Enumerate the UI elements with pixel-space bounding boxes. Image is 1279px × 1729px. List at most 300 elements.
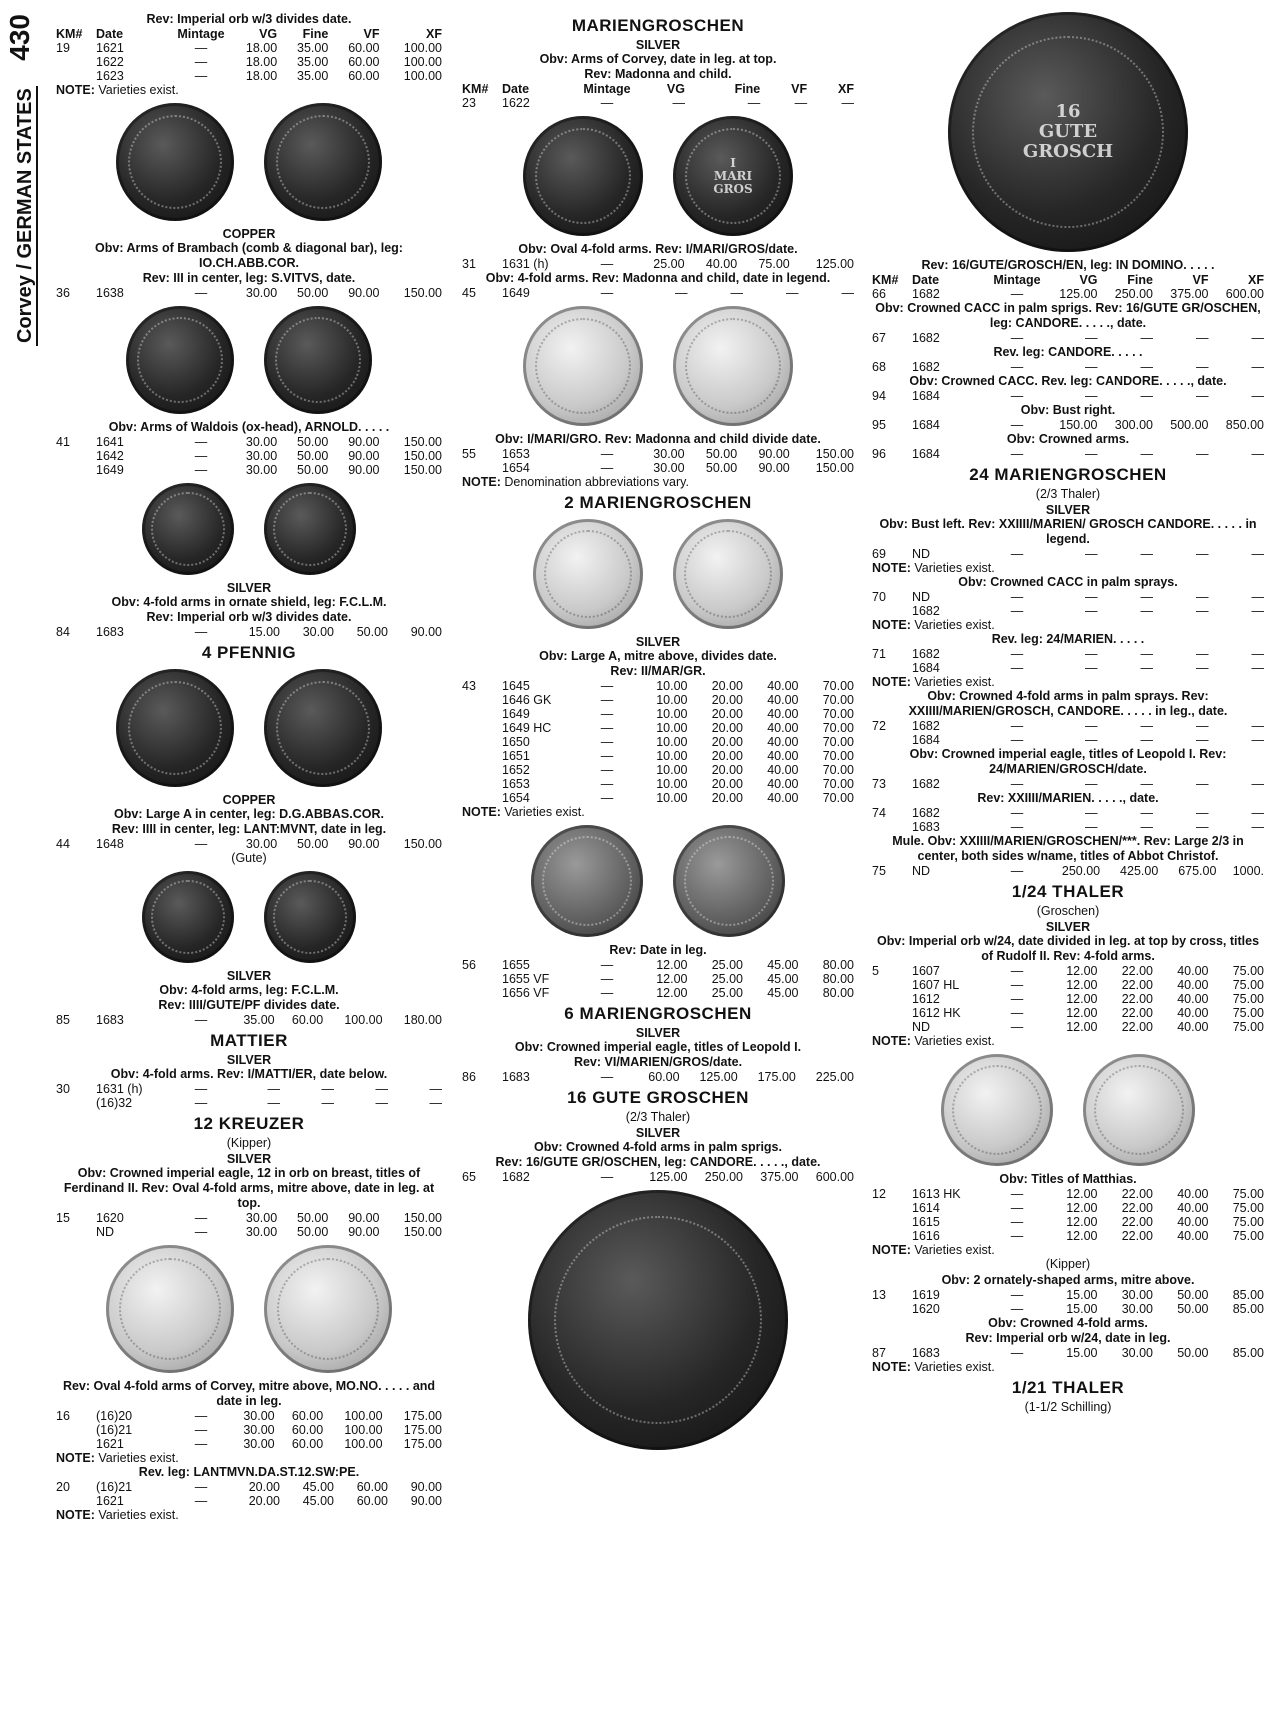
mintage: — — [1010, 964, 1024, 978]
metal-heading: SILVER — [635, 1026, 681, 1040]
fine-price: 50.00 — [297, 449, 329, 463]
vf-price: — — [1196, 719, 1209, 733]
km-number — [56, 449, 96, 463]
xf-price: 90.00 — [410, 625, 442, 639]
xf-price: 70.00 — [822, 693, 854, 707]
mintage: — — [600, 461, 614, 475]
date: 1653 — [502, 447, 530, 461]
coin-pair — [56, 871, 442, 963]
vg-price: 30.00 — [245, 1225, 278, 1239]
listing-obv: Obv: Titles of Matthias. — [999, 1172, 1137, 1186]
price-table — [872, 806, 1264, 834]
km-number — [872, 978, 912, 992]
km-number: 41 — [56, 435, 70, 449]
fine-price: — — [1140, 806, 1153, 820]
mintage: — — [1010, 1302, 1024, 1316]
mintage: — — [1010, 733, 1024, 747]
metal-heading: SILVER — [1045, 920, 1091, 934]
fine-price: — — [1140, 604, 1153, 618]
date: 1612 HK — [912, 1006, 961, 1020]
coin-reverse-image — [673, 825, 785, 937]
col-xf: XF — [838, 82, 854, 96]
fine-price: 50.00 — [705, 461, 738, 475]
date: ND — [912, 1020, 931, 1034]
listing-obv: Obv: I/MARI/GRO. Rev: Madonna and child divide date. — [495, 432, 821, 446]
col-vg: VG — [666, 82, 685, 96]
xf-price: 150.00 — [403, 837, 442, 851]
col-vg: VG — [259, 27, 278, 41]
fine-price: 30.00 — [1121, 1288, 1153, 1302]
vf-price: 40.00 — [1177, 992, 1209, 1006]
vf-price: 40.00 — [767, 735, 799, 749]
price-table — [462, 958, 854, 1000]
date: 1631 (h) — [96, 1082, 143, 1096]
date: 1615 — [912, 1215, 940, 1229]
vg-price: 150.00 — [1059, 418, 1098, 432]
vf-price: — — [1196, 806, 1209, 820]
metal-heading: SILVER — [1045, 503, 1091, 517]
mintage: — — [194, 449, 208, 463]
km-number — [56, 1423, 96, 1437]
table-row — [872, 287, 1264, 301]
date: 1682 — [912, 287, 940, 301]
table-row — [872, 647, 1264, 661]
vg-price: 12.00 — [1066, 1215, 1098, 1229]
xf-price: 150.00 — [815, 447, 854, 461]
fine-price: 250.00 — [704, 1170, 743, 1184]
date: 1649 — [96, 463, 124, 477]
coin-pair — [56, 483, 442, 575]
price-table — [872, 1346, 1264, 1360]
price-table — [872, 1187, 1264, 1243]
km-number — [462, 693, 502, 707]
km-number: 69 — [872, 547, 886, 561]
fine-price: 40.00 — [705, 257, 738, 271]
vg-price: 12.00 — [1066, 1187, 1098, 1201]
listing-rev: Rev. leg: LANTMVN.DA.ST.12.SW:PE. — [138, 1465, 360, 1479]
vg-price: — — [267, 1096, 280, 1110]
mintage: — — [194, 463, 208, 477]
km-number — [56, 55, 96, 69]
fine-price: 50.00 — [297, 837, 329, 851]
xf-price: 75.00 — [1232, 1187, 1264, 1201]
price-table — [462, 679, 854, 805]
mintage: — — [600, 679, 614, 693]
fine-price: 20.00 — [711, 735, 743, 749]
coin-reverse-image — [264, 669, 382, 787]
fine-price: 35.00 — [297, 69, 329, 83]
date: 1656 VF — [502, 986, 550, 1000]
listing-rev: Rev. leg: CANDORE. . . . . — [993, 345, 1143, 359]
date: 1650 — [502, 735, 530, 749]
coin-obverse-image — [126, 306, 234, 414]
table-row — [462, 1170, 854, 1184]
km-number — [462, 721, 502, 735]
km-number — [56, 1437, 96, 1451]
vf-price: 60.00 — [348, 69, 380, 83]
column-1 — [56, 12, 442, 1522]
fine-price: — — [321, 1096, 334, 1110]
xf-price: 80.00 — [822, 958, 854, 972]
coin-pair — [56, 669, 442, 787]
price-table — [872, 389, 1264, 403]
fine-price: 22.00 — [1121, 1006, 1153, 1020]
fine-price: 60.00 — [291, 1013, 324, 1027]
date: 1682 — [912, 331, 940, 345]
km-number — [462, 749, 502, 763]
mintage: — — [1010, 447, 1024, 461]
table-header — [462, 82, 854, 96]
fine-price: 35.00 — [297, 41, 329, 55]
vf-price: — — [1196, 389, 1209, 403]
denomination-heading: 2 MARIENGROSCHEN — [564, 493, 752, 512]
table-row — [462, 735, 854, 749]
km-number — [872, 1201, 912, 1215]
vg-price: 30.00 — [243, 1423, 275, 1437]
km-number — [872, 733, 912, 747]
vf-price: 100.00 — [344, 1409, 383, 1423]
km-number — [56, 463, 96, 477]
date: (16)21 — [96, 1423, 133, 1437]
vg-price: — — [672, 96, 685, 110]
xf-price: — — [1251, 820, 1264, 834]
mintage: — — [600, 1070, 614, 1084]
km-number: 43 — [462, 679, 476, 693]
date: 1682 — [912, 360, 940, 374]
xf-price: — — [1251, 661, 1264, 675]
km-number: 20 — [56, 1480, 70, 1494]
xf-price: — — [429, 1096, 442, 1110]
listing-obv: Obv: Crowned 4-fold arms in palm sprays. Rev: XXIIII/MARIEN/GROSCH, CANDORE. . . . . in leg., date. — [908, 689, 1228, 718]
km-number — [872, 1006, 912, 1020]
column-3 — [872, 12, 1264, 1416]
date: ND — [96, 1225, 115, 1239]
vg-price: 25.00 — [653, 257, 685, 271]
mintage: — — [600, 777, 614, 791]
coin-pair — [462, 306, 854, 426]
xf-price: 75.00 — [1232, 964, 1264, 978]
note: NOTE: Varieties exist. — [872, 1034, 995, 1048]
mintage: — — [194, 41, 208, 55]
xf-price: 75.00 — [1232, 1020, 1264, 1034]
mintage: — — [1010, 1020, 1024, 1034]
table-row — [872, 360, 1264, 374]
mintage: — — [600, 286, 614, 300]
vg-price: 15.00 — [1066, 1288, 1098, 1302]
note: NOTE: Varieties exist. — [872, 618, 995, 632]
table-row — [462, 986, 854, 1000]
table-row — [56, 55, 442, 69]
xf-price: — — [1251, 647, 1264, 661]
table-row — [872, 733, 1264, 747]
mintage: — — [194, 1225, 208, 1239]
price-table — [872, 418, 1264, 432]
fine-price: 250.00 — [1114, 287, 1153, 301]
fine-price: 20.00 — [711, 679, 743, 693]
table-row — [56, 1225, 442, 1239]
mintage: — — [1010, 418, 1024, 432]
table-row — [462, 721, 854, 735]
price-table — [462, 1070, 854, 1084]
vg-price: 30.00 — [653, 461, 685, 475]
denomination-heading: 12 KREUZER — [193, 1114, 305, 1133]
date: 1652 — [502, 763, 530, 777]
table-row — [872, 992, 1264, 1006]
km-number: 95 — [872, 418, 886, 432]
mintage: — — [1010, 820, 1024, 834]
table-row — [56, 1409, 442, 1423]
col-fine: Fine — [1127, 273, 1153, 287]
coin-reverse-image — [264, 483, 356, 575]
mintage: — — [194, 69, 208, 83]
table-row — [462, 1070, 854, 1084]
mintage: — — [194, 837, 208, 851]
mintage: — — [600, 707, 614, 721]
listing-rev: Rev. leg: 24/MARIEN. . . . . — [991, 632, 1145, 646]
xf-price: 850.00 — [1225, 418, 1264, 432]
coin-obverse-image — [116, 103, 234, 221]
fine-price: — — [1140, 719, 1153, 733]
table-row — [872, 1215, 1264, 1229]
listing-obv: Mule. Obv: XXIIII/MARIEN/GROSCHEN/***. Rev: Large 2/3 in center, both sides w/name, titles of Abbot Christof. — [892, 834, 1244, 863]
date: 1631 (h) — [502, 257, 549, 271]
vf-price: 40.00 — [1177, 1006, 1209, 1020]
xf-price: 150.00 — [403, 463, 442, 477]
km-number — [872, 992, 912, 1006]
xf-price: — — [1251, 389, 1264, 403]
price-table — [56, 435, 442, 477]
fine-price: 35.00 — [297, 55, 329, 69]
coin-pair — [56, 1245, 442, 1373]
vf-price: 40.00 — [767, 707, 799, 721]
date: 1684 — [912, 661, 940, 675]
mintage: — — [194, 1437, 208, 1451]
coin-reverse-image — [673, 116, 793, 236]
table-row — [872, 1020, 1264, 1034]
table-row — [56, 1437, 442, 1451]
km-number — [462, 972, 502, 986]
km-number — [872, 1229, 912, 1243]
coin-reverse-image — [673, 519, 783, 629]
date: 1683 — [912, 1346, 940, 1360]
date: 1622 — [96, 55, 124, 69]
coin-obverse-image — [523, 116, 643, 236]
km-number — [56, 1225, 96, 1239]
vf-price: 40.00 — [1177, 1187, 1209, 1201]
table-row — [56, 435, 442, 449]
fine-price: 22.00 — [1121, 978, 1153, 992]
date: 1682 — [912, 719, 940, 733]
denomination-heading: 1/24 THALER — [1011, 882, 1125, 901]
vf-price: 90.00 — [348, 449, 380, 463]
date: 1653 — [502, 777, 530, 791]
vg-price: 12.00 — [1066, 992, 1098, 1006]
mintage: — — [1010, 647, 1024, 661]
mintage: — — [194, 1494, 208, 1508]
vg-price: — — [1085, 547, 1098, 561]
vg-price: 125.00 — [1059, 287, 1098, 301]
sub-denomination: (1-1/2 Schilling) — [1024, 1400, 1112, 1414]
table-row — [56, 1082, 442, 1096]
date: 1621 — [96, 41, 124, 55]
price-table — [872, 360, 1264, 374]
coin-image — [948, 12, 1188, 252]
fine-price: — — [1140, 777, 1153, 791]
km-number: 86 — [462, 1070, 476, 1084]
table-row — [872, 1201, 1264, 1215]
price-table — [872, 590, 1264, 618]
vf-price: 40.00 — [1177, 1201, 1209, 1215]
table-row — [872, 777, 1264, 791]
mintage: — — [1010, 978, 1024, 992]
vf-price: 40.00 — [1177, 1215, 1209, 1229]
vg-price: 10.00 — [656, 791, 688, 805]
coin-obverse-image — [142, 483, 234, 575]
vf-price: — — [1196, 331, 1209, 345]
table-row — [872, 820, 1264, 834]
vf-price: 40.00 — [767, 749, 799, 763]
date: 1683 — [96, 1013, 124, 1027]
date: 1620 — [96, 1211, 124, 1225]
col-date: Date — [912, 273, 940, 287]
vg-price: 30.00 — [245, 1211, 278, 1225]
vf-price: 40.00 — [767, 721, 799, 735]
vg-price: 60.00 — [648, 1070, 680, 1084]
date: 1655 VF — [502, 972, 550, 986]
vf-price: 40.00 — [767, 763, 799, 777]
vg-price: 30.00 — [653, 447, 685, 461]
col-mintage: Mintage — [993, 273, 1041, 287]
xf-price: 150.00 — [403, 1225, 442, 1239]
price-table — [56, 1013, 442, 1027]
vf-price: — — [1196, 604, 1209, 618]
listing-rev: Rev: Date in leg. — [609, 943, 707, 957]
vf-price: 60.00 — [348, 55, 380, 69]
col-vg: VG — [1079, 273, 1098, 287]
xf-price: 90.00 — [410, 1494, 442, 1508]
date: 1651 — [502, 749, 530, 763]
xf-price: 70.00 — [822, 749, 854, 763]
coin-obverse-image — [941, 1054, 1053, 1166]
xf-price: 85.00 — [1232, 1302, 1264, 1316]
note: NOTE: Varieties exist. — [462, 805, 585, 819]
metal-heading: SILVER — [226, 1152, 272, 1166]
fine-price: — — [1140, 733, 1153, 747]
fine-price: — — [1140, 661, 1153, 675]
fine-price: 60.00 — [291, 1423, 324, 1437]
km-number: 19 — [56, 41, 70, 55]
table-row — [462, 447, 854, 461]
xf-price: 75.00 — [1232, 992, 1264, 1006]
fine-price: 20.00 — [711, 791, 743, 805]
metal-heading: SILVER — [635, 1126, 681, 1140]
vf-price: 40.00 — [1177, 978, 1209, 992]
xf-price: 80.00 — [822, 986, 854, 1000]
km-number — [56, 69, 96, 83]
km-number: 68 — [872, 360, 886, 374]
vf-price: 40.00 — [767, 791, 799, 805]
xf-price: 150.00 — [403, 286, 442, 300]
listing-rev: Rev: II/MAR/GR. — [610, 664, 706, 678]
xf-price: 600.00 — [815, 1170, 854, 1184]
listing-rev: Rev: 16/GUTE/GROSCH/EN, leg: IN DOMINO. . . . . — [921, 258, 1215, 272]
price-table — [872, 1288, 1264, 1316]
table-header — [56, 27, 442, 41]
mintage: — — [1010, 590, 1024, 604]
xf-price: 100.00 — [403, 41, 442, 55]
fine-price: — — [1140, 447, 1153, 461]
running-header — [0, 0, 56, 350]
xf-price: 90.00 — [410, 1480, 442, 1494]
table-row — [872, 719, 1264, 733]
vg-price: 12.00 — [1066, 1229, 1098, 1243]
col-xf: XF — [426, 27, 442, 41]
coin-reverse-image — [673, 306, 793, 426]
vg-price: 12.00 — [1066, 978, 1098, 992]
xf-price: 175.00 — [403, 1409, 442, 1423]
denomination-heading: 6 MARIENGROSCHEN — [564, 1004, 752, 1023]
fine-price: 25.00 — [711, 958, 743, 972]
fine-price: — — [1140, 590, 1153, 604]
vg-price: — — [1085, 820, 1098, 834]
vg-price: 30.00 — [245, 435, 278, 449]
fine-price: 60.00 — [291, 1409, 324, 1423]
xf-price: 100.00 — [403, 55, 442, 69]
table-row — [56, 1096, 442, 1110]
mintage: — — [194, 435, 208, 449]
fine-price: 25.00 — [711, 986, 743, 1000]
vf-price: 50.00 — [1177, 1302, 1209, 1316]
km-number: 30 — [56, 1082, 70, 1096]
mintage: — — [1010, 1201, 1024, 1215]
denomination-heading: 16 GUTE GROSCHEN — [567, 1088, 749, 1107]
fine-price: — — [1140, 360, 1153, 374]
date: ND — [912, 547, 931, 561]
vf-price: 40.00 — [1177, 1229, 1209, 1243]
listing-obv: Obv: Arms of Waldois (ox-head), ARNOLD. . . . . — [108, 420, 390, 434]
vf-price: 90.00 — [348, 1211, 380, 1225]
table-row — [872, 447, 1264, 461]
xf-price: — — [1251, 777, 1264, 791]
table-row — [56, 1480, 442, 1494]
date: 1649 — [502, 286, 530, 300]
table-row — [872, 604, 1264, 618]
fine-price: 425.00 — [1120, 864, 1159, 878]
table-row — [56, 69, 442, 83]
coin-reverse-image — [264, 1245, 392, 1373]
denomination-heading: MATTIER — [210, 1031, 288, 1050]
mintage: — — [194, 1480, 208, 1494]
table-row — [462, 679, 854, 693]
coin-single — [872, 12, 1264, 252]
denomination-heading: MARIENGROSCHEN — [571, 16, 745, 35]
vf-price: 40.00 — [1177, 964, 1209, 978]
date: 1612 — [912, 992, 940, 1006]
km-number — [56, 1494, 96, 1508]
price-table — [872, 547, 1264, 561]
date: (16)32 — [96, 1096, 133, 1110]
fine-price: 30.00 — [302, 625, 334, 639]
table-row — [462, 972, 854, 986]
vg-price: 30.00 — [243, 1409, 275, 1423]
mintage: — — [194, 55, 208, 69]
coin-reverse-image — [264, 306, 372, 414]
listing-rev: Rev: Imperial orb w/24, date in leg. — [965, 1331, 1171, 1345]
km-number: 74 — [872, 806, 886, 820]
date: 1683 — [96, 625, 124, 639]
date: 1654 — [502, 791, 530, 805]
date: 1614 — [912, 1201, 940, 1215]
